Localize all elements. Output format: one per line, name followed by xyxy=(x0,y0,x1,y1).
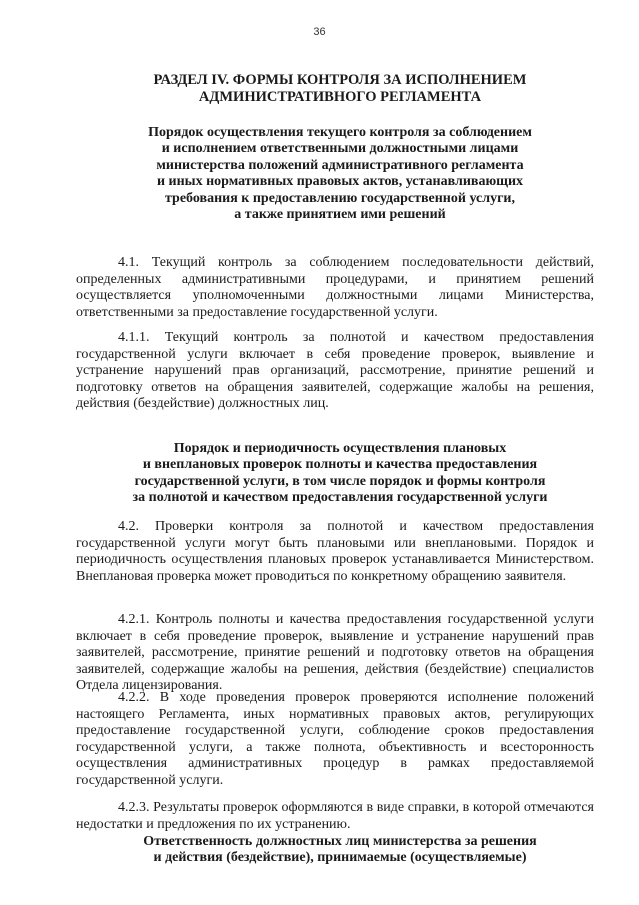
section-title-line: АДМИНИСТРАТИВНОГО РЕГЛАМЕНТА xyxy=(198,89,482,105)
paragraph-4-1: 4.1. Текущий контроль за соблюдением последовательности действий, определенных административными процедурами, и принятием решений осуществляется уполномоченными должностными лицами Министерства, ответственными за предоставление государственной услуги. xyxy=(76,255,594,320)
subheading-line: и действия (бездействие), принимаемые (осуществляемые) xyxy=(153,850,527,866)
section-title-line: РАЗДЕЛ IV. ФОРМЫ КОНТРОЛЯ ЗА ИСПОЛНЕНИЕМ xyxy=(153,72,527,88)
subheading-line: и исполнением ответственными должностными лицами xyxy=(161,141,519,157)
section-title xyxy=(80,72,600,106)
subheading-line: и иных нормативных правовых актов, устанавливающих xyxy=(156,174,524,190)
paragraph-4-2-1: 4.2.1. Контроль полноты и качества предоставления государственной услуги включает в себя проведение проверок, выявление и устранение нарушений прав заявителей, рассмотрение, принятие решений и подготовку ответов на обращения заявителей, содержащие жалобы на решения, действия (бездействие) специалистов Отдела лицензирования. xyxy=(76,612,594,693)
subheading-line: а также принятием ими решений xyxy=(234,207,446,223)
subheading-line: и внеплановых проверок полноты и качества предоставления xyxy=(142,457,538,473)
subheading-current-control xyxy=(90,125,590,223)
subheading-line: государственной услуги, в том числе порядок и формы контроля xyxy=(134,473,546,489)
subheading-line: за полнотой и качеством предоставления государственной услуги xyxy=(132,490,548,506)
subheading-inspections xyxy=(90,441,590,507)
paragraph-4-2-3: 4.2.3. Результаты проверок оформляются в виде справки, в которой отмечаются недостатки и предложения по их устранению. xyxy=(76,800,594,832)
page-number: 36 xyxy=(313,26,326,38)
subheading-line: требования к предоставлению государственной услуги, xyxy=(165,190,515,206)
subheading-line: Порядок осуществления текущего контроля за соблюдением xyxy=(148,125,532,140)
paragraph-4-2: 4.2. Проверки контроля за полнотой и качеством предоставления государственной услуги могут быть плановыми или внеплановыми. Порядок и периодичность осуществления плановых проверок устанавливается Министерством. Внеплановая проверка может проводиться по конкретному обращению заявителя. xyxy=(76,519,594,584)
subheading-responsibility xyxy=(90,834,590,867)
paragraph-4-1-1: 4.1.1. Текущий контроль за полнотой и качеством предоставления государственной услуги включает в себя проведение проверок, выявление и устранение нарушений прав организаций, рассмотрение, принятие решений и подготовку ответов на обращения заявителей, содержащие жалобы на решения, действия (бездействие) должностных лиц. xyxy=(76,330,594,411)
subheading-line: Ответственность должностных лиц министерства за решения xyxy=(143,834,537,849)
subheading-line: Порядок и периодичность осуществления плановых xyxy=(173,441,507,456)
subheading-line: министерства положений административного регламента xyxy=(156,157,524,173)
paragraph-4-2-2: 4.2.2. В ходе проведения проверок проверяются исполнение положений настоящего Регламента, иных нормативных правовых актов, регулирующих предоставление государственной услуги, соблюдение сроков предоставления государственной услуги, а также полнота, объективность и всесторонность осуществления административных процедур в рамках предоставляемой государственной услуги. xyxy=(76,690,594,788)
